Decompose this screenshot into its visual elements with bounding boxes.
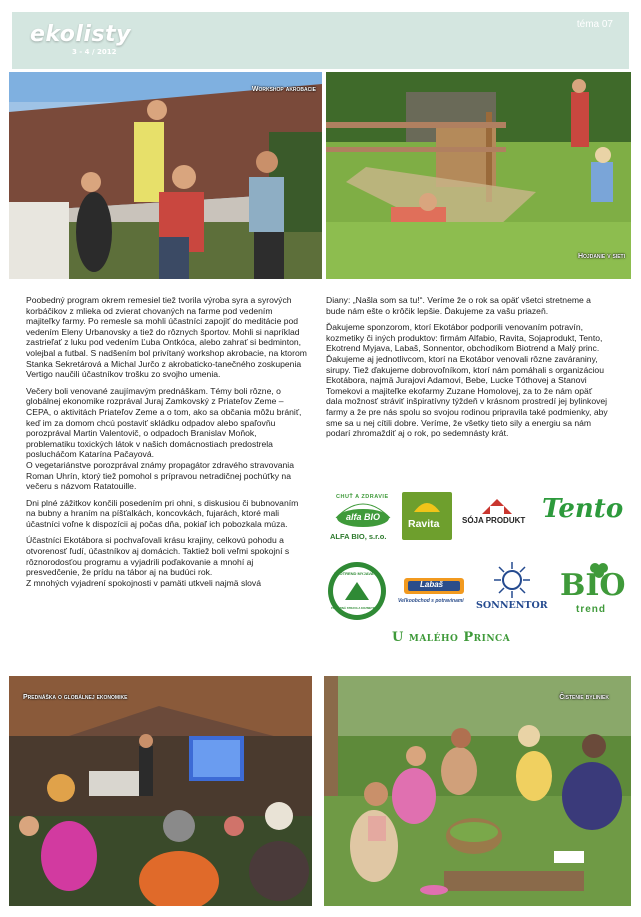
photo-herb-cleaning [324,676,631,906]
sojaprodukt-house-icon [460,496,534,518]
caption-lecture: Prednáška o globálnej ekonomike [23,694,128,701]
sonnentor-label: SONNENTOR [476,600,548,611]
photo-lecture [9,676,312,906]
sojaprodukt-label: SÓJA PRODUKT [462,516,526,525]
article-left-column [26,295,308,594]
caption-herb-cleaning: Čistenie byliniek [559,694,609,701]
page-tag: téma 07 [576,19,613,30]
issue-number: 3 - 4 / 2012 [72,48,117,56]
photo-hammock [326,72,631,279]
sponsor-logo-labas [398,576,470,608]
article-right-column [326,295,610,445]
page-header [12,12,629,69]
sponsor-logo-ravita [402,492,452,540]
alfabio-name: ALFA BIO, s.r.o. [330,532,387,541]
sponsor-logo-maly-princ [392,630,562,650]
ravita-sun-icon [412,498,442,512]
paragraph: Účastníci Ekotábora si pochvaľovali krásu krajiny, celkovú pohodu a otvorenosť ľudí, účastníkov aj domácich. Taktiež boli veľmi spokojní s rôznorodosťou programu a vyjadrili poďakovanie a mnohí aj presvedčenie, že prídu na tábor aj na budúci rok. [26,535,290,578]
magazine-logo: ekolisty [30,22,131,47]
sponsor-logo-biotrend [556,562,626,618]
sonnentor-sun-icon [492,560,532,600]
sponsor-logo-tento [540,494,624,528]
caption-hammock: Hojdanie v sieti [577,253,625,260]
sponsor-logo-alfabio [328,488,398,543]
paragraph: O vegetariánstve porozprával známy propagátor zdravého stravovania Roman Uhrín, ktorý tiež pomohol s prípravou netradičnej pochúťky na večeru s názvom Ratatouille. [26,459,294,492]
paragraph: Z mnohých vyjadrení spokojnosti v pamäti utkveli najmä slová [26,577,262,588]
paragraph: Večery boli venované zaujímavým prednáškam. Témy boli rôzne, o globálnej ekonomike rozprával Juraj Zamkovský z Priateľov Zeme – CEPA, o aktivitách Priateľov Zeme a o tom, ako sa občania môžu brániť, keď im za domom chcú postaviť skládku odpadov alebo spaľovňu porozprával Martin Valentovič, o odpadoch Branislav Moňok, problematiku toxických látok v našich domácnostiach predostrela poslucháčom Katarína Pačayová. [26,385,302,460]
alfabio-tagline: CHUŤ A ZDRAVIE [336,494,389,500]
herb-cleaning-image [324,676,631,906]
labas-sublabel: Veľkoobchod s potravinami [398,598,464,604]
paragraph: Poobedný program okrem remesiel tiež tvorila výroba syra a syrových korbáčikov z mlieka od zvierat chovaných na farme pod vedením majiteľky farmy. Po remesle sa mohli účastníci zapojiť do meditácie pod vedením Eleny Urbanovsky a tiež do rôznych športov. Mohli si napríklad zastrieľať z luku pod vedením Ľuba Ontkóca, alebo zahrať si bedminton, volejbal a futbal. S nadšením bol privítaný workshop akrobacie, na ktorom Stanka Sekretárová a Michal Jurčo z akrobaticko-tanečného zoskupenia Vertigo naučili účastníkov trošku zo svojho umenia. [26,295,307,380]
acrobatics-image [9,72,322,279]
sponsor-logo-sojaprodukt [460,496,534,530]
lecture-image [9,676,312,906]
photo-acrobatics-workshop [9,72,322,279]
paragraph: Dni plné zážitkov končili posedením pri ohni, s diskusiou či bubnovaním na bubny a hraním na píšťalkách, koncovkách, fujarách, ktoré mali účastníci voľne k dispozícii aj počas dňa, pokiaľ ich pobozkala múza. [26,497,299,529]
maly-princ-label: U malého Princa [392,630,511,645]
sponsor-logo-ekotrend [328,562,386,620]
ekotrend-label: EKOTREND MYJAVA [334,571,374,576]
paragraph: Diany: „Našla som sa tu!“. Veríme že o rok sa opäť všetci stretneme a bude nám ešte o krôčik lepšie. Ďakujeme za vašu priazeň. [326,295,591,316]
ekotrend-sublabel: PRÍRODNÁ STRAVA A KOZMETIKA [331,606,378,610]
paragraph: Ďakujeme sponzorom, ktorí Ekotábor podporili venovaním potravín, kozmetiky či iných produktov: firmám Alfabio, Ravita, Sojaprodukt, Tento, Ekotrend Myjava, Labaš, Sonnentor, obchodíkom Biotrend a Malý princ. Ďakujeme aj jednotlivcom, ktorí na Ekotábor venovali rôzne zaváraniny, sirupy. Tiež ďakujeme dobrovoľníkom, ktorí nám pomáhali s organizáciou Ekotábora, najmä Jurajovi Adamovi, Bebe, Lucke Tóthovej a Stanovi Tomekovi a majiteľke ekofarmy Zuzane Homolovej, za to že nám opäť dala možnosť stráviť inšpiratívny týždeň v krásnom prostredí jej bylinkovej farmy a že pre nás spolu so svojou rodinou pripravila také podmienky, aby sme sa u nej cítili dobre. Veríme, že všetky tieto sily a energiu sa nám podarí zhromaždiť aj o rok, po sedemnásty krát. [326,322,608,439]
ravita-label: Ravita [408,518,440,530]
labas-label: Labaš [420,580,444,589]
ekotrend-tree-icon [342,580,372,602]
hammock-image [326,72,631,279]
tento-label: Tento [542,494,624,524]
sponsor-logo-sonnentor [476,560,548,616]
biotrend-label: BIO [560,568,626,603]
biotrend-sublabel: trend [576,604,606,615]
alfabio-mark: alfa BIO [346,512,381,522]
caption-acrobatics: Workshop akrobacie [251,86,316,93]
